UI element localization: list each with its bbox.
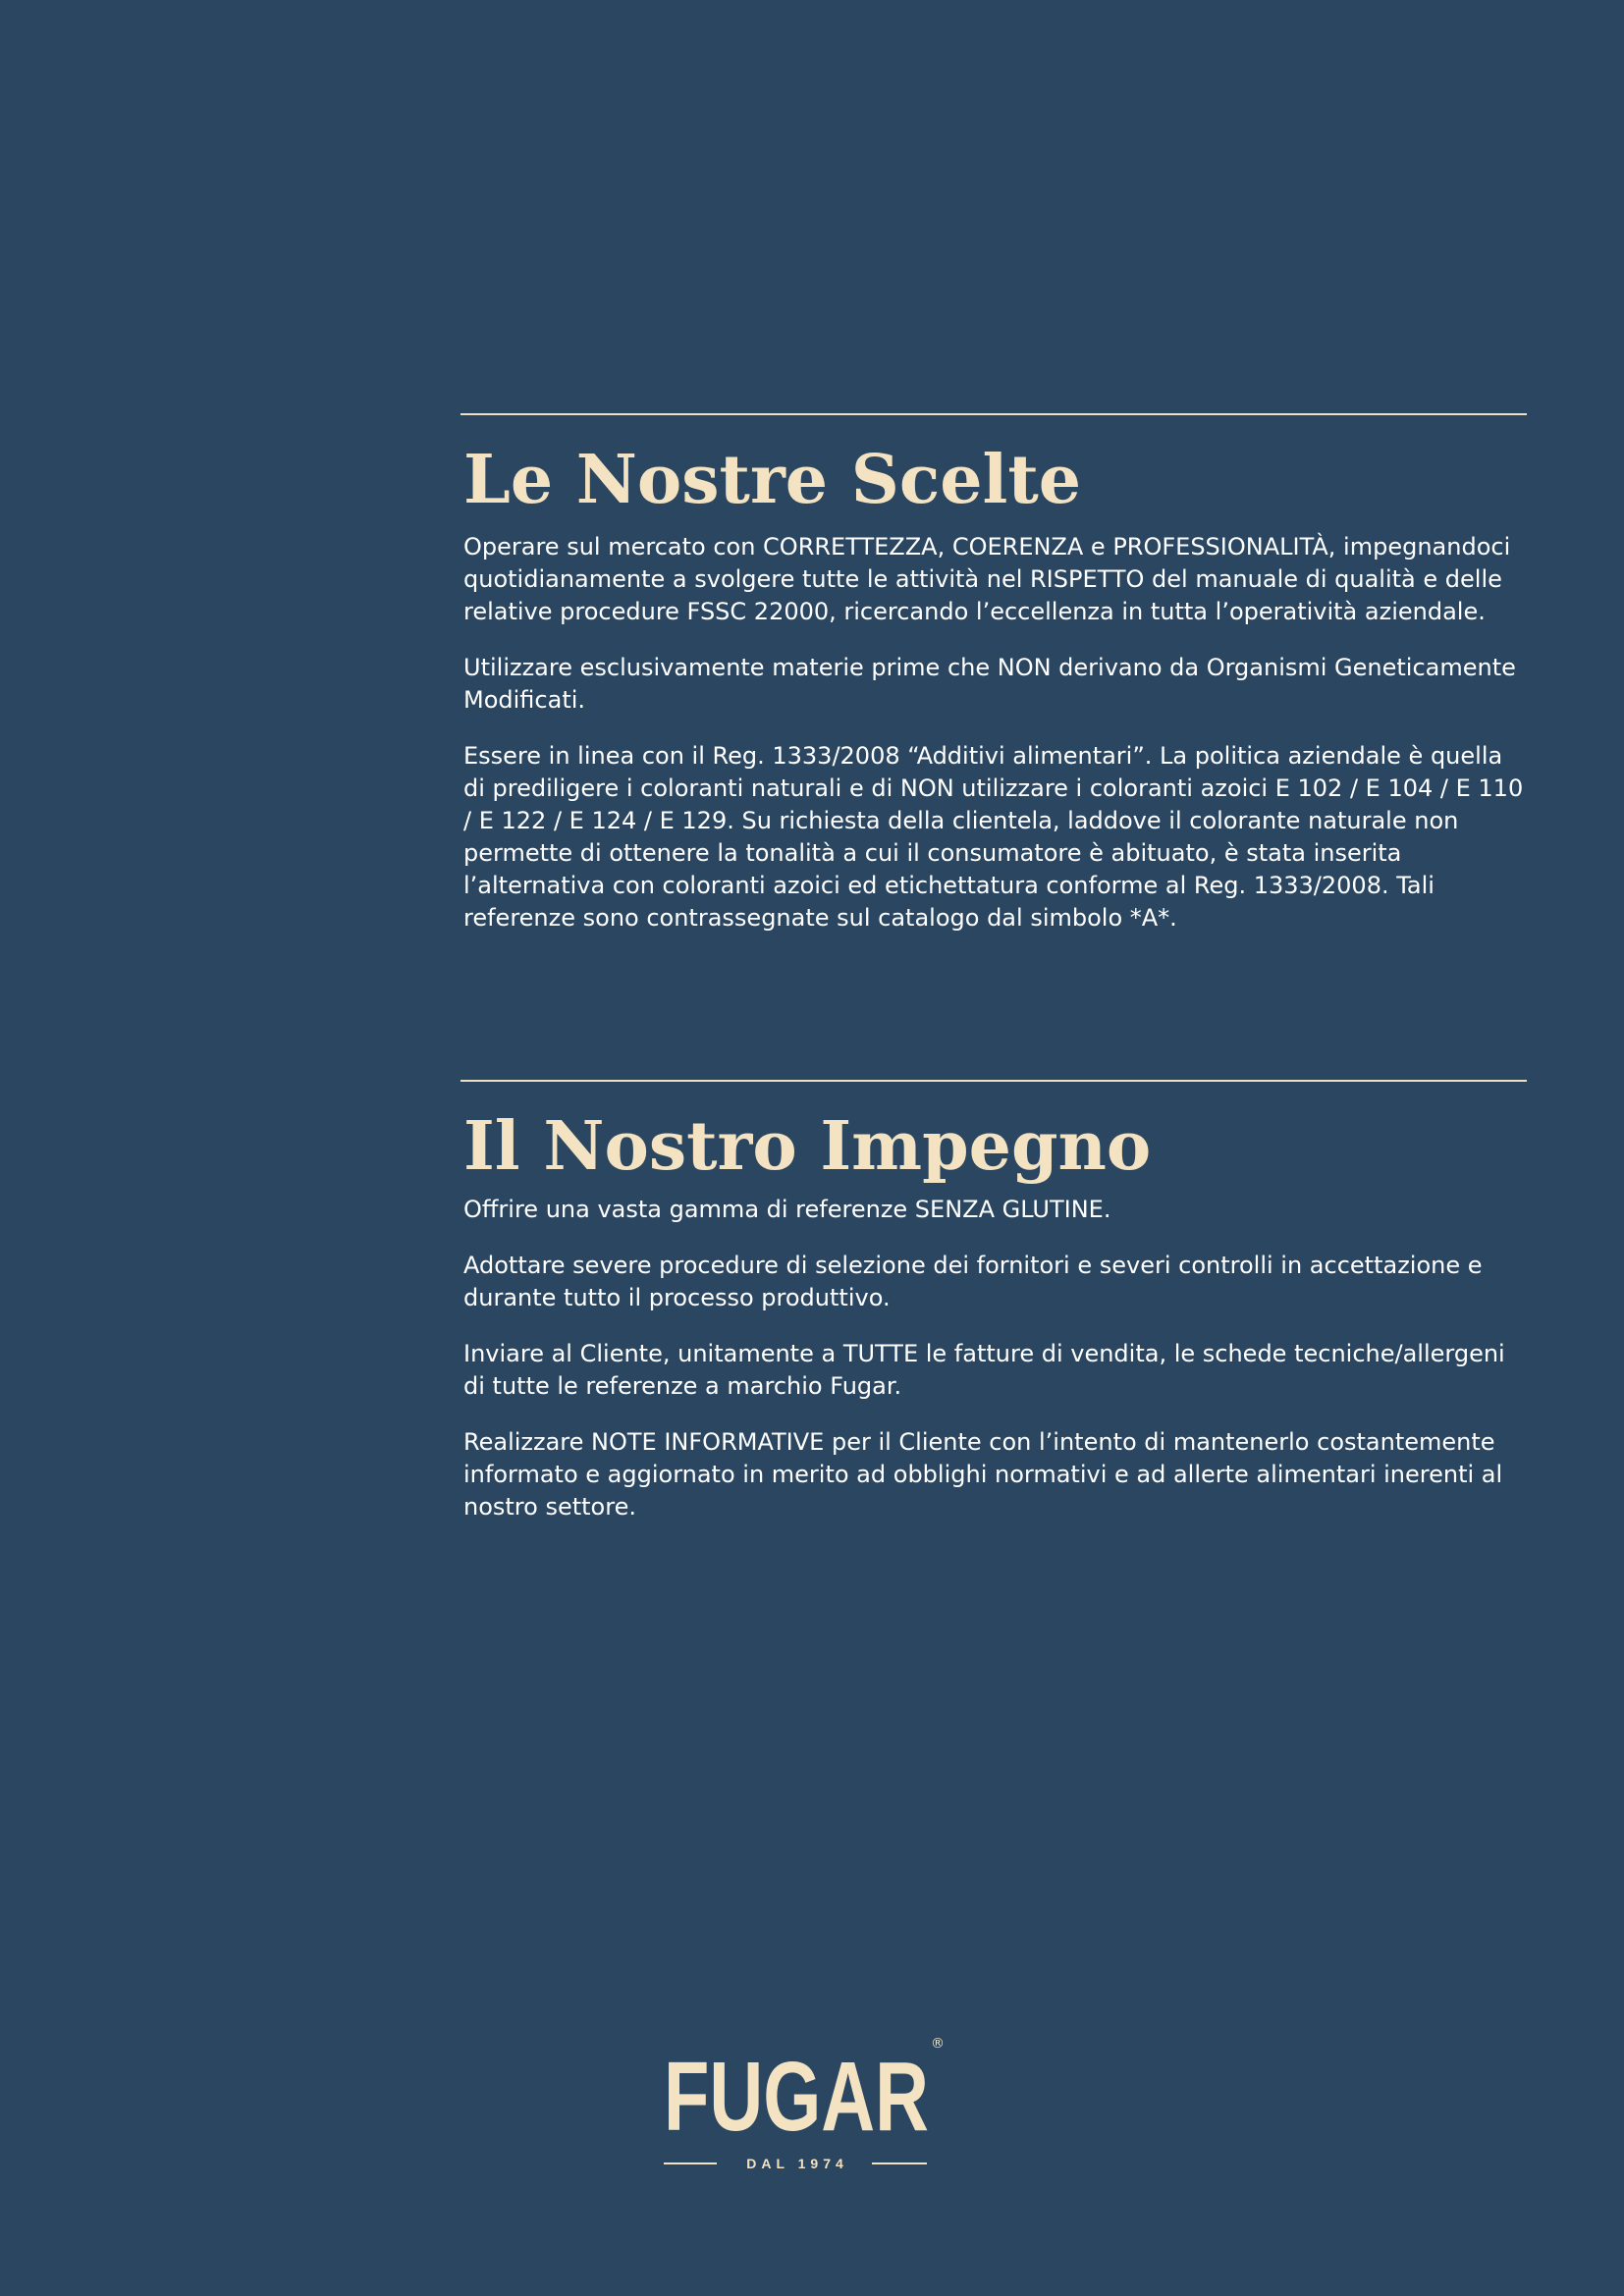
fugar-logo-graphic: [662, 2028, 947, 2175]
paragraph: Utilizzare esclusivamente materie prime che NON derivano da Organismi Geneticamente Modificati.: [463, 654, 1516, 714]
section-le-nostre-scelte: [460, 413, 1527, 958]
paragraph: Operare sul mercato con CORRETTEZZA, COERENZA e PROFESSIONALITÀ, impegnandoci quotidianamente a svolgere tutte le attività nel RISPETTO del manuale di qualità e delle relative procedure FSSC 22000, ricercando l’eccellenza in tutta l’operatività aziendale.: [463, 533, 1511, 625]
section-heading: Le Nostre Scelte: [463, 441, 1081, 519]
paragraph: Adottare severe procedure di selezione dei fornitori e severi controlli in accettazione e durante tutto il processo produttivo.: [463, 1252, 1483, 1311]
logo-registered-mark: ®: [931, 2036, 945, 2052]
section-il-nostro-impegno: [460, 1080, 1527, 1547]
section-divider: [460, 413, 1527, 415]
logo-tagline: DAL 1974: [746, 2156, 848, 2171]
logo-brand: FUGAR: [664, 2042, 929, 2152]
paragraph: Offrire una vasta gamma di referenze SENZA GLUTINE.: [463, 1196, 1111, 1223]
paragraph: Essere in linea con il Reg. 1333/2008 “Additivi alimentari”. La politica aziendale è quella di prediligere i coloranti naturali e di NON utilizzare i coloranti azoici E 102 / E 104 / E 110 / E 122 / E 124 / E 129. Su richiesta della clientela, laddove il colorante naturale non permette di ottenere la tonalità a cui il consumatore è abituato, è stata inserita l’alternativa con coloranti azoici ed etichettatura conforme al Reg. 1333/2008. Tali referenze sono contrassegnate sul catalogo dal simbolo *A*.: [463, 742, 1524, 932]
section-divider: [460, 1080, 1527, 1082]
section-heading: Il Nostro Impegno: [463, 1107, 1152, 1186]
fugar-logo: [662, 2028, 947, 2175]
paragraph: Inviare al Cliente, unitamente a TUTTE le fatture di vendita, le schede tecniche/allergeni di tutte le referenze a marchio Fugar.: [463, 1340, 1505, 1400]
paragraph: Realizzare NOTE INFORMATIVE per il Cliente con l’intento di mantenerlo costantemente informato e aggiornato in merito ad obblighi normativi e ad allerte alimentari inerenti al nostro settore.: [463, 1428, 1503, 1521]
